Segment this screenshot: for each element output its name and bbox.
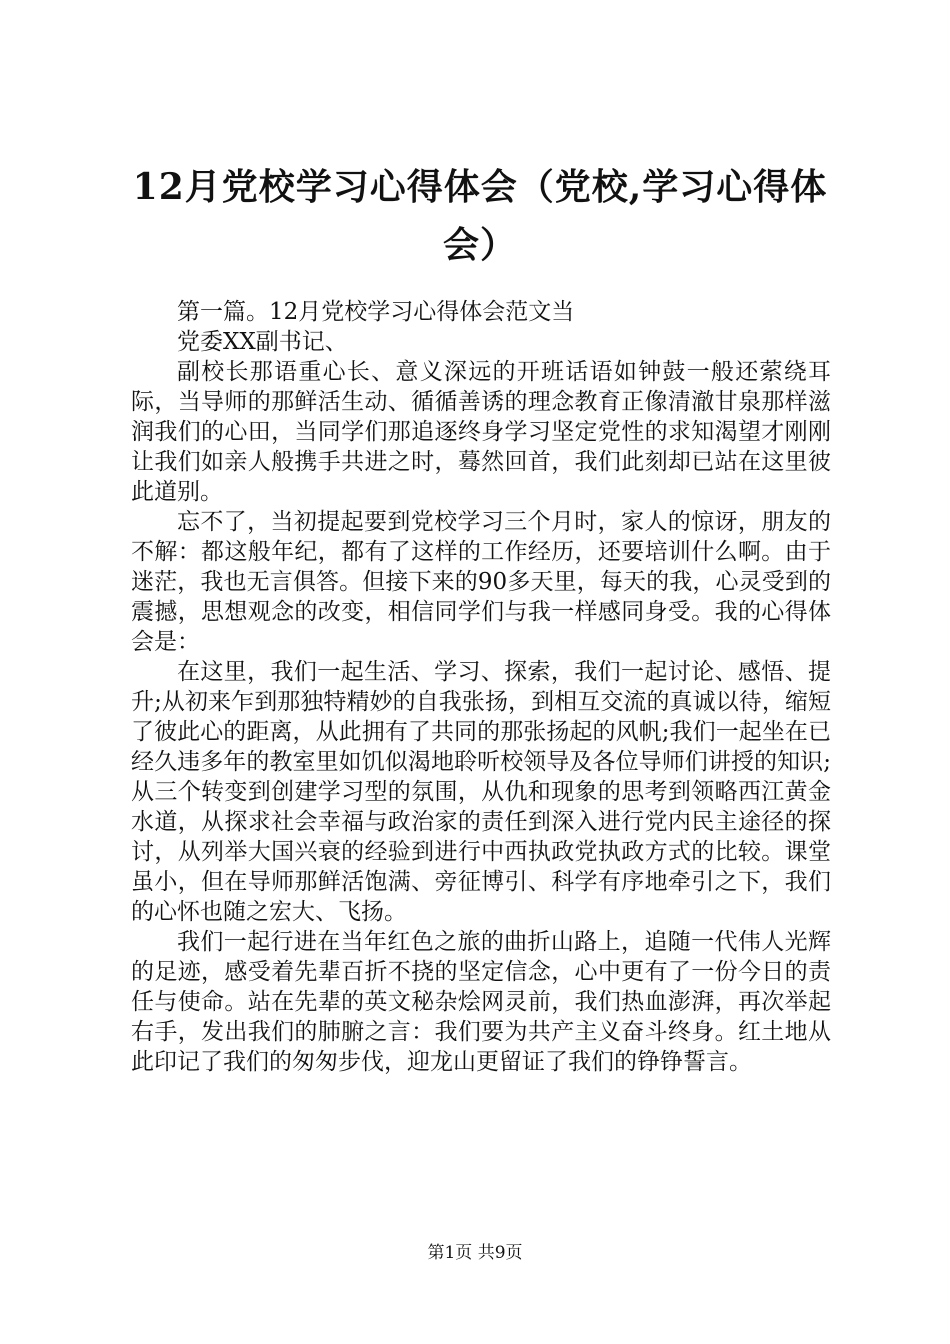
paragraph-1: 第一篇。12月党校学习心得体会范文当: [177, 299, 575, 325]
paragraph-6: 我们一起行进在当年红色之旅的曲折山路上，追随一代伟人光辉的足迹，感受着先辈百折不挠的坚定信念，心中更有了一份今日的责任与使命。站在先辈的英文秘杂烩网灵前，我们热血澎湃，再次举起右手，发出我们的肺腑之言：我们要为共产主义奋斗终身。红土地从此印记了我们的匆匆步伐，迎龙山更留证了我们的铮铮誓言。: [131, 929, 831, 1075]
paragraph-5: 在这里，我们一起生活、学习、探索，我们一起讨论、感悟、提升;从初来乍到那独特精妙的自我张扬，到相互交流的真诚以待，缩短了彼此心的距离，从此拥有了共同的那张扬起的风帆;我们一起坐在已经久违多年的教室里如饥似渴地聆听校领导及各位导师们讲授的知识;从三个转变到创建学习型的氛围，从仇和现象的思考到领略西江黄金水道，从探求社会幸福与政治家的责任到深入进行党内民主途径的探讨，从列举大国兴衰的经验到进行中西执政党执政方式的比较。课堂虽小，但在导师那鲜活饱满、旁征博引、科学有序地牵引之下，我们的心怀也随之宏大、飞扬。: [131, 659, 831, 925]
page-number-footer: 第1页 共9页: [427, 1243, 523, 1263]
paragraph-4: 忘不了，当初提起要到党校学习三个月时，家人的惊讶，朋友的不解：都这般年纪，都有了这样的工作经历，还要培训什么啊。由于迷茫，我也无言俱答。但接下来的90多天里，每天的我，心灵受到的震撼，思想观念的改变，相信同学们与我一样感同身受。我的心得体会是：: [131, 509, 831, 655]
paragraph-2: 党委XX副书记、: [177, 329, 348, 355]
paragraph-3: 副校长那语重心长、意义深远的开班话语如钟鼓一般还萦绕耳际，当导师的那鲜活生动、循循善诱的理念教育正像清澈甘泉那样滋润我们的心田，当同学们那追逐终身学习坚定党性的求知渴望才刚刚让我们如亲人般携手共进之时，蓦然回首，我们此刻却已站在这里彼此道别。: [131, 359, 831, 505]
document-body: [131, 297, 831, 1077]
document-title: 12月党校学习心得体会（党校,学习心得体会）: [132, 166, 828, 266]
